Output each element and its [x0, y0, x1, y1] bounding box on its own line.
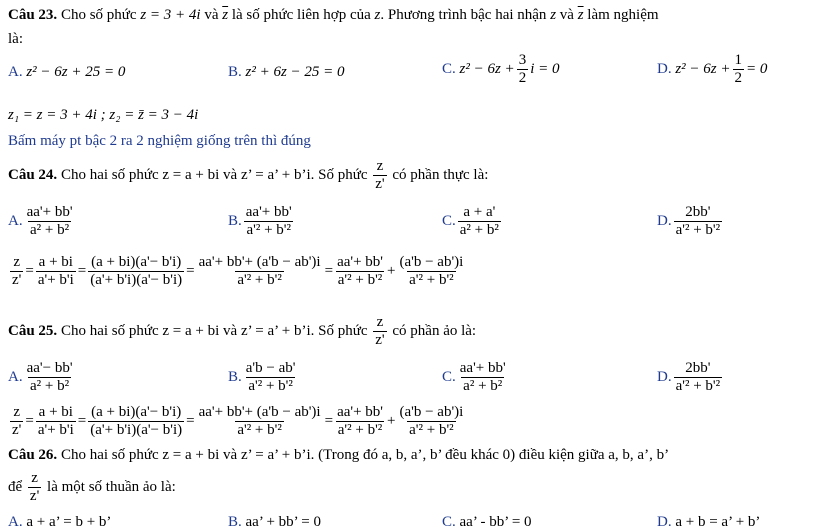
q24-option-d[interactable]: D. $\frac{2bb'}{\text{a'² + b'²}}$: [657, 204, 721, 238]
q24-option-a[interactable]: A. $\frac{aa'+ bb'}{\text{a² + b²}}$: [8, 204, 73, 238]
q23-stem-end: là:: [8, 31, 23, 47]
q26-option-b[interactable]: B. aa’ + bb’ = 0: [228, 514, 322, 530]
q25-option-b[interactable]: B. $\frac{a'b - ab'}{\text{a'² + b'²}}$: [228, 360, 296, 394]
q23-option-b[interactable]: B. z² + 6z − 25 = 0: [228, 64, 345, 80]
q24-option-b[interactable]: B. $\frac{aa'+ bb'}{\text{a'² + b'²}}$: [228, 204, 292, 238]
q25-stem: Câu 25. Cho hai số phức z = a + bi và z’ = a’ + b’i. Số phức $\frac{z}{z'}$ có phần ảo là:: [8, 314, 477, 348]
q23-option-c[interactable]: C. z² − 6z + $\frac{3}{2}$ i = 0: [442, 52, 560, 86]
q24-stem: Câu 24. Cho hai số phức z = a + bi và z’ = a’ + b’i. Số phức $\frac{z}{z'}$ có phần thực là:: [8, 158, 489, 192]
q23-option-a[interactable]: A. z² − 6z + 25 = 0: [8, 64, 126, 80]
q24-option-c[interactable]: C. $\frac{a + a'}{\text{a² + b²}}$: [442, 204, 499, 238]
q23-option-d[interactable]: D. z² − 6z + $\frac{1}{2}$ = 0: [657, 52, 768, 86]
q24-number: Câu 24.: [8, 167, 58, 183]
q25-option-a[interactable]: A. $\frac{aa'- bb'}{\text{a² + b²}}$: [8, 360, 73, 394]
q23-number: Câu 23.: [8, 7, 58, 23]
q26-number: Câu 26.: [8, 447, 58, 463]
q26-option-d[interactable]: D. a + b = a’ + b’: [657, 514, 761, 530]
q23-solution-math: z₁ = z = 3 + 4i ; z₂ = z̄ = 3 − 4i: [8, 107, 199, 123]
q23-solution-note: Bấm máy pt bậc 2 ra 2 nghiệm giống trên thì đúng: [8, 133, 311, 149]
q24-derivation: $\frac{z}{z'}$ = $\frac{a + bi}{a'+ b'i}$ = $\frac{(a + bi)(a'- b'i)}{(a'+ b'i)(a'- b'i)}$ = $\frac{aa'+ bb'+ (a'b - ab')i}{\text{a'² + b'²}}$ = $\frac{aa'+ bb'}{\text{a'² + b'²}}$ + $\frac{(a'b - ab')i}{\text{a'² + b'²}}$: [12, 254, 464, 288]
q26-option-c[interactable]: C. aa’ - bb’ = 0: [442, 514, 532, 530]
q25-derivation: $\frac{z}{z'}$ = $\frac{a + bi}{a'+ b'i}$ = $\frac{(a + bi)(a'- b'i)}{(a'+ b'i)(a'- b'i)}$ = $\frac{aa'+ bb'+ (a'b - ab')i}{\text{a'² + b'²}}$ = $\frac{aa'+ bb'}{\text{a'² + b'²}}$ + $\frac{(a'b - ab')i}{\text{a'² + b'²}}$: [12, 404, 464, 438]
q25-number: Câu 25.: [8, 323, 58, 339]
q26-stem: Câu 26. Cho hai số phức z = a + bi và z’ = a’ + b’i. (Trong đó a, b, a’, b’ đều khác 0) điều kiện giữa a, b, a’, b’: [8, 447, 670, 463]
q25-option-c[interactable]: C. $\frac{aa'+ bb'}{\text{a² + b²}}$: [442, 360, 506, 394]
q23-stem: Câu 23. Cho số phức z = 3 + 4i và $\overline{z}$ là số phức liên hợp của z. Phương trình bậc hai nhận z và $\overline{z}$ làm nghiệm: [8, 7, 659, 23]
q26-stem-2: để $\frac{z}{z'}$ là một số thuần ảo là:: [8, 470, 176, 504]
q26-option-a[interactable]: A. a + a’ = b + b’: [8, 514, 112, 530]
q25-option-d[interactable]: D. $\frac{2bb'}{\text{a'² + b'²}}$: [657, 360, 721, 394]
